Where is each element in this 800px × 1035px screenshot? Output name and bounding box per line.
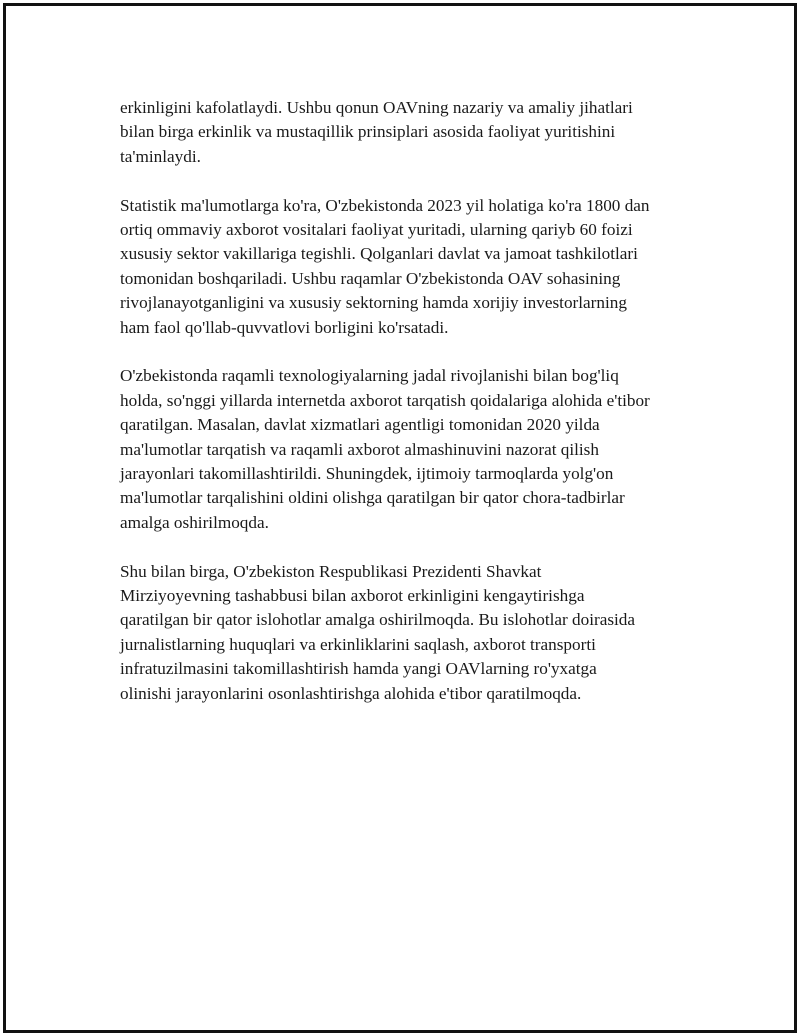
text-line: xususiy sektor vakillariga tegishli. Qolganlari davlat va jamoat tashkilotlari — [120, 244, 638, 264]
document-body — [120, 96, 700, 731]
paragraph-2 — [120, 194, 700, 340]
text-line: erkinligini kafolatlaydi. Ushbu qonun OAVning nazariy va amaliy jihatlari — [120, 98, 633, 117]
text-line: amalga oshirilmoqda. — [120, 512, 269, 532]
text-line: jurnalistlarning huquqlari va erkinliklarini saqlash, axborot transporti — [120, 634, 596, 654]
paragraph-3 — [120, 364, 700, 535]
paragraph-4 — [120, 560, 700, 706]
text-line: ma'lumotlar tarqalishini oldini olishga qaratilgan bir qator chora-tadbirlar — [120, 488, 625, 508]
text-line: holda, so'nggi yillarda internetda axborot tarqatish qoidalariga alohida e'tibor — [120, 390, 650, 410]
text-line: bilan birga erkinlik va mustaqillik prinsiplari asosida faoliyat yuritishini — [120, 122, 616, 142]
text-line: Mirziyoyevning tashabbusi bilan axborot erkinligini kengaytirishga — [120, 586, 585, 606]
text-line: ortiq ommaviy axborot vositalari faoliyat yuritadi, ularning qariyb 60 foizi — [120, 220, 633, 240]
text-line: tomonidan boshqariladi. Ushbu raqamlar O'zbekistonda OAV sohasining — [120, 268, 621, 288]
paragraph-1 — [120, 96, 700, 169]
text-line: ma'lumotlar tarqatish va raqamli axborot almashinuvini nazorat qilish — [120, 439, 599, 459]
text-line: jarayonlari takomillashtirildi. Shuningdek, ijtimoiy tarmoqlarda yolg'on — [120, 464, 614, 484]
text-line: rivojlanayotganligini va xususiy sektorning hamda xorijiy investorlarning — [120, 293, 627, 313]
text-line: olinishi jarayonlarini osonlashtirishga alohida e'tibor qaratilmoqda. — [120, 683, 582, 703]
text-line: qaratilgan bir qator islohotlar amalga oshirilmoqda. Bu islohotlar doirasida — [120, 610, 636, 630]
text-line: Statistik ma'lumotlarga ko'ra, O'zbekistonda 2023 yil holatiga ko'ra 1800 dan — [120, 195, 650, 215]
text-line: O'zbekistonda raqamli texnologiyalarning jadal rivojlanishi bilan bog'liq — [120, 366, 619, 386]
page-frame — [3, 3, 797, 1033]
text-line: Shu bilan birga, O'zbekiston Respublikasi Prezidenti Shavkat — [120, 561, 542, 581]
text-line: ta'minlaydi. — [120, 146, 201, 166]
text-line: qaratilgan. Masalan, davlat xizmatlari agentligi tomonidan 2020 yilda — [120, 415, 600, 435]
text-line: ham faol qo'llab-quvvatlovi borligini ko'rsatadi. — [120, 317, 449, 337]
text-line: infratuzilmasini takomillashtirish hamda yangi OAVlarning ro'yxatga — [120, 659, 597, 679]
